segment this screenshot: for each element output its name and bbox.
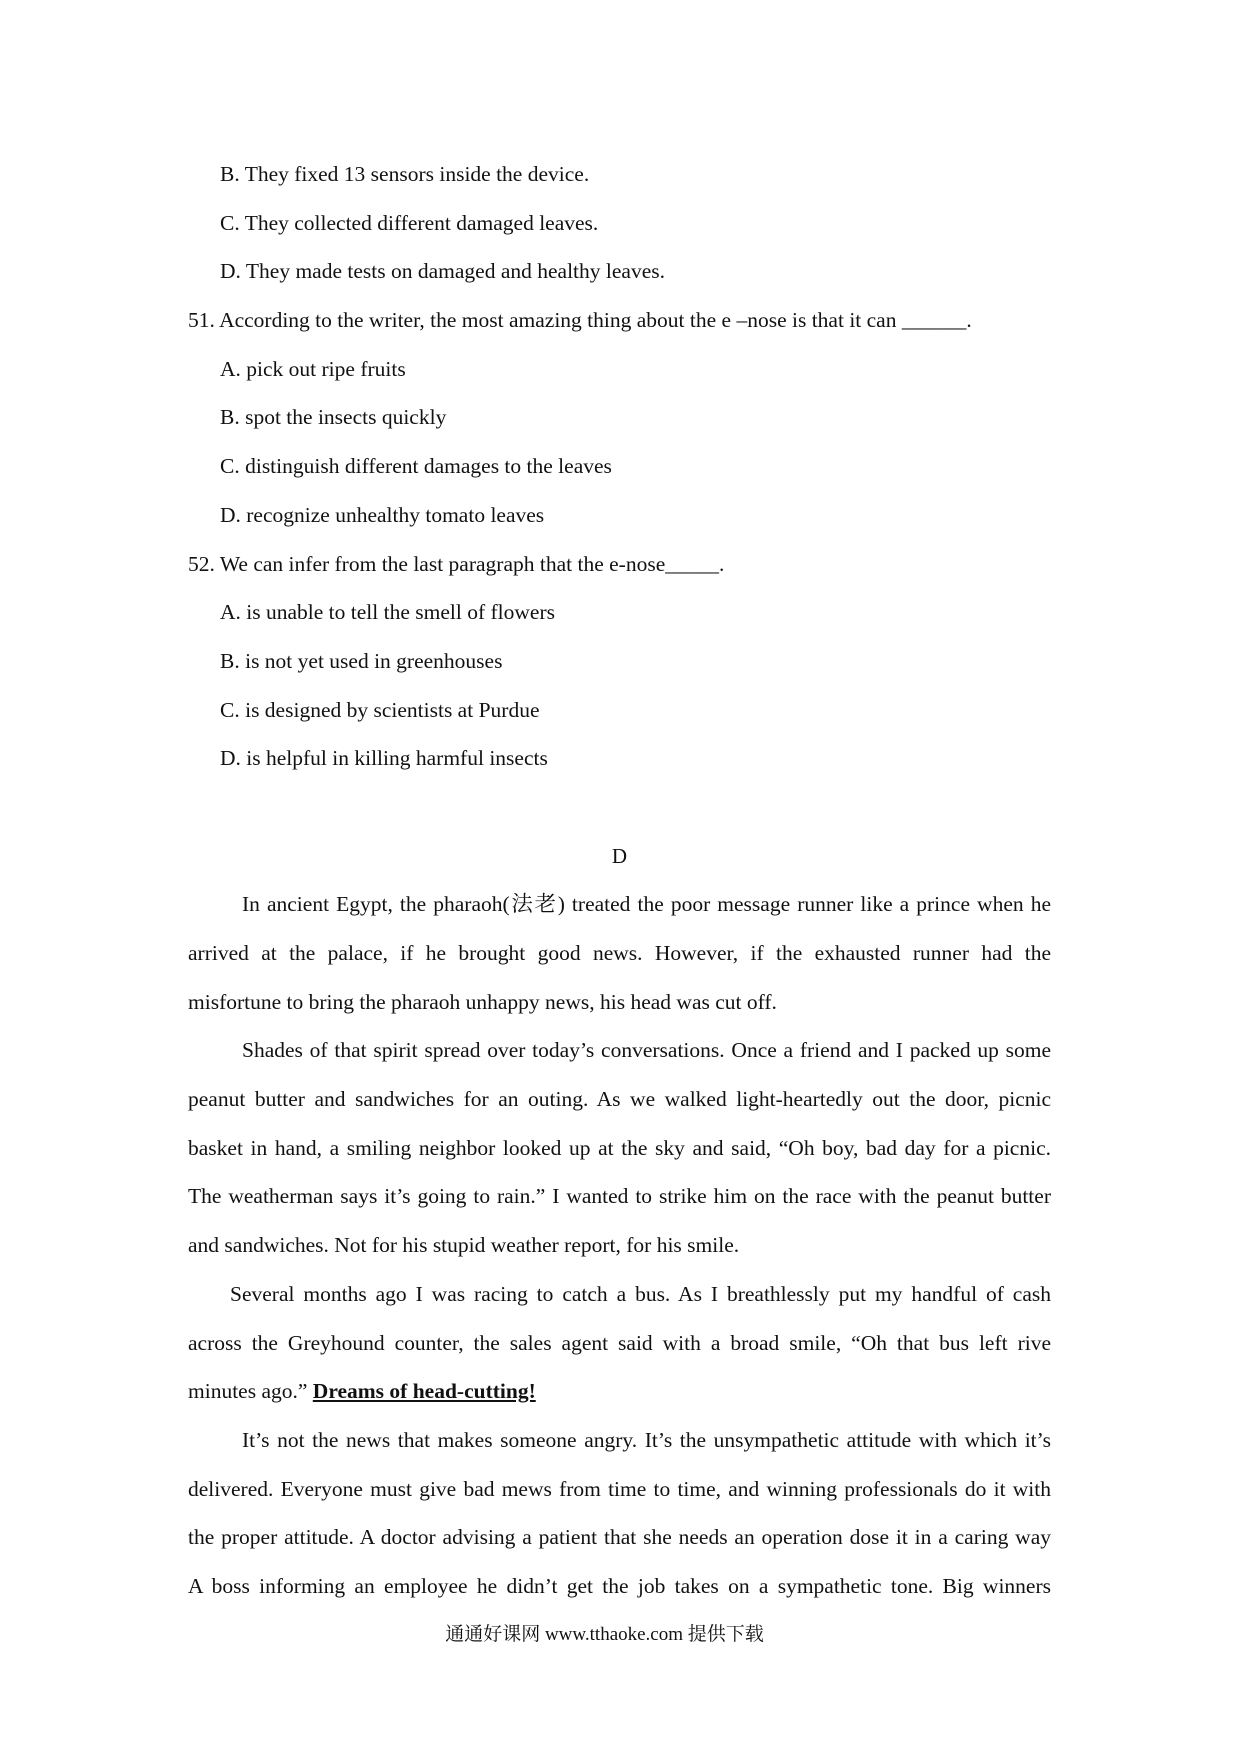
answer-option: B. They fixed 13 sensors inside the device.: [220, 162, 590, 186]
answer-option: D. They made tests on damaged and healthy leaves.: [220, 259, 665, 284]
paragraph-line: Shades of that spirit spread over today’s conversations. Once a friend and I packed up some: [242, 1038, 1051, 1063]
section-heading: D: [611, 843, 628, 868]
paragraph-line: arrived at the palace, if he brought good news. However, if the exhausted runner had the: [188, 941, 1051, 965]
answer-option: C. is designed by scientists at Purdue: [220, 697, 540, 722]
question-stem: 51. According to the writer, the most amazing thing about the e –nose is that it can ______.: [188, 308, 972, 333]
emphasized-phrase: Dreams of head-cutting!: [312, 1379, 536, 1404]
paragraph-line: A boss informing an employee he didn’t get the job takes on a sympathetic tone. Big winners: [188, 1573, 1051, 1598]
answer-option: D. recognize unhealthy tomato leaves: [220, 502, 545, 527]
answer-option: C. distinguish different damages to the leaves: [220, 454, 612, 479]
paragraph-line: In ancient Egypt, the pharaoh(法老) treated the poor message runner like a prince when he: [242, 892, 1051, 917]
paragraph-line: Several months ago I was racing to catch a bus. As I breathlessly put my handful of cash: [230, 1281, 1051, 1306]
spacer: [188, 783, 1051, 832]
paragraph-line: across the Greyhound counter, the sales agent said with a broad smile, “Oh that bus left rive: [188, 1330, 1051, 1355]
paragraph-line-text: minutes ago.”: [188, 1379, 313, 1404]
answer-option: B. is not yet used in greenhouses: [220, 648, 503, 673]
paragraph-line: and sandwiches. Not for his stupid weather report, for his smile.: [188, 1233, 740, 1258]
paragraph-line: The weatherman says it’s going to rain.” I wanted to strike him on the race with the peanut butter: [188, 1184, 1051, 1209]
answer-option: A. pick out ripe fruits: [220, 356, 406, 381]
paragraph-line: [188, 1367, 1051, 1416]
answer-option: B. spot the insects quickly: [220, 405, 447, 430]
paragraph-line: peanut butter and sandwiches for an outing. As we walked light-heartedly out the door, picnic: [188, 1087, 1051, 1112]
paragraph-line: the proper attitude. A doctor advising a patient that she needs an operation dose it in a caring way: [188, 1525, 1051, 1550]
answer-option: A. is unable to tell the smell of flowers: [220, 600, 555, 625]
answer-option: D. is helpful in killing harmful insects: [220, 746, 548, 771]
question-stem: 52. We can infer from the last paragraph that the e-nose_____.: [188, 551, 725, 576]
answer-option: C. They collected different damaged leaves.: [220, 210, 599, 235]
paragraph-line: basket in hand, a smiling neighbor looked up at the sky and said, “Oh boy, bad day for a picnic.: [188, 1135, 1051, 1160]
paragraph-line: delivered. Everyone must give bad mews from time to time, and winning professionals do it with: [188, 1476, 1051, 1501]
paragraph-line: misfortune to bring the pharaoh unhappy news, his head was cut off.: [188, 989, 777, 1014]
footer-watermark: 通通好课网 www.tthaoke.com 提供下载: [445, 1623, 764, 1645]
document-page: [188, 150, 1051, 1659]
paragraph-line: It’s not the news that makes someone angry. It’s the unsympathetic attitude with which it’s: [242, 1427, 1051, 1452]
